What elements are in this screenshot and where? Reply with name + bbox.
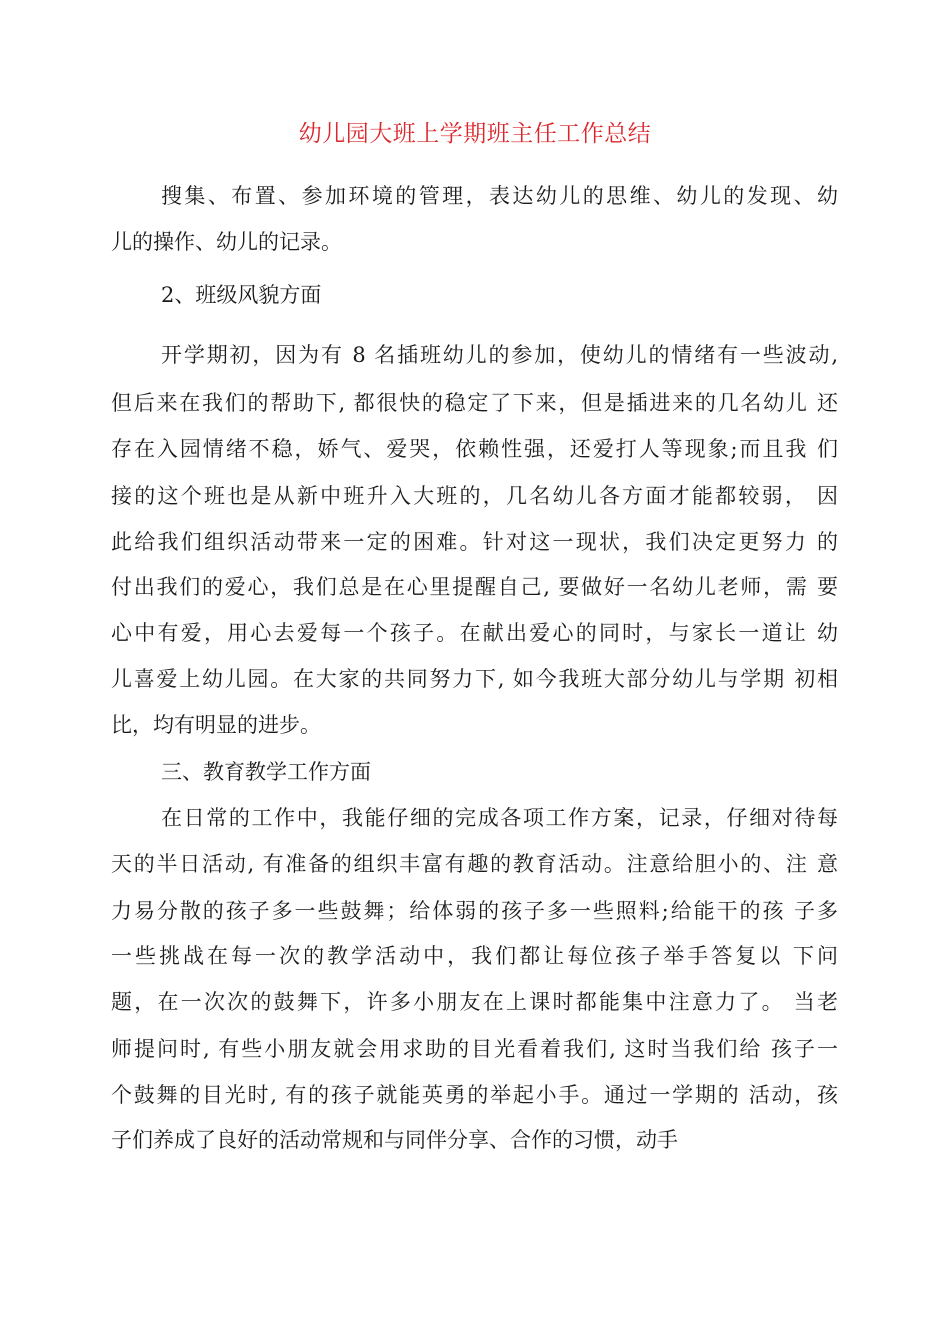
paragraph-line: 心中有爱，用心去爱每一个孩子。在献出爱心的同时，与家长一道让 幼 [111,621,838,645]
paragraph-line: 一些挑战在每一次的教学活动中，我们都让每位孩子举手答复以 下问 [111,944,838,968]
paragraph-line: 在日常的工作中，我能仔细的完成各项工作方案，记录，仔细对待每 [161,806,838,830]
paragraph-line: 子们养成了良好的活动常规和与同伴分享、合作的习惯，动手 [111,1128,678,1152]
section-heading: 三、教育教学工作方面 [161,760,371,784]
paragraph-line: 题，在一次次的鼓舞下，许多小朋友在上课时都能集中注意力了。 当老 [111,990,838,1014]
paragraph-line: 开学期初，因为有 8 名插班幼儿的参加，使幼儿的情绪有一些波动, [161,343,838,367]
paragraph-line: 师提问时, 有些小朋友就会用求助的目光看着我们, 这时当我们给 孩子一 [111,1037,838,1061]
paragraph-line: 接的这个班也是从新中班升入大班的，几名幼儿各方面才能都较弱， 因 [111,484,838,508]
paragraph-line: 比，均有明显的进步。 [111,713,321,737]
paragraph-line: 天的半日活动, 有准备的组织丰富有趣的教育活动。注意给胆小的、注 意 [111,852,838,876]
paragraph-line: 搜集、布置、参加环境的管理，表达幼儿的思维、幼儿的发现、幼 [161,184,838,208]
section-heading: 2、班级风貌方面 [161,283,322,307]
paragraph-line: 但后来在我们的帮助下, 都很快的稳定了下来，但是插进来的几名幼儿 还 [111,391,838,415]
paragraph-line: 个鼓舞的目光时, 有的孩子就能英勇的举起小手。通过一学期的 活动，孩 [111,1083,838,1107]
paragraph-line: 付出我们的爱心，我们总是在心里提醒自己, 要做好一名幼儿老师，需 要 [111,575,838,599]
document-title: 幼儿园大班上学期班主任工作总结 [298,121,652,147]
paragraph-line: 此给我们组织活动带来一定的困难。针对这一现状，我们决定更努力 的 [111,530,838,554]
paragraph-line: 力易分散的孩子多一些鼓舞；给体弱的孩子多一些照料;给能干的孩 子多 [111,899,838,923]
paragraph-line: 儿的操作、幼儿的记录。 [111,230,342,254]
paragraph-line: 存在入园情绪不稳，娇气、爱哭，依赖性强，还爱打人等现象;而且我 们 [111,437,838,461]
paragraph-line: 儿喜爱上幼儿园。在大家的共同努力下, 如今我班大部分幼儿与学期 初相 [111,667,838,691]
